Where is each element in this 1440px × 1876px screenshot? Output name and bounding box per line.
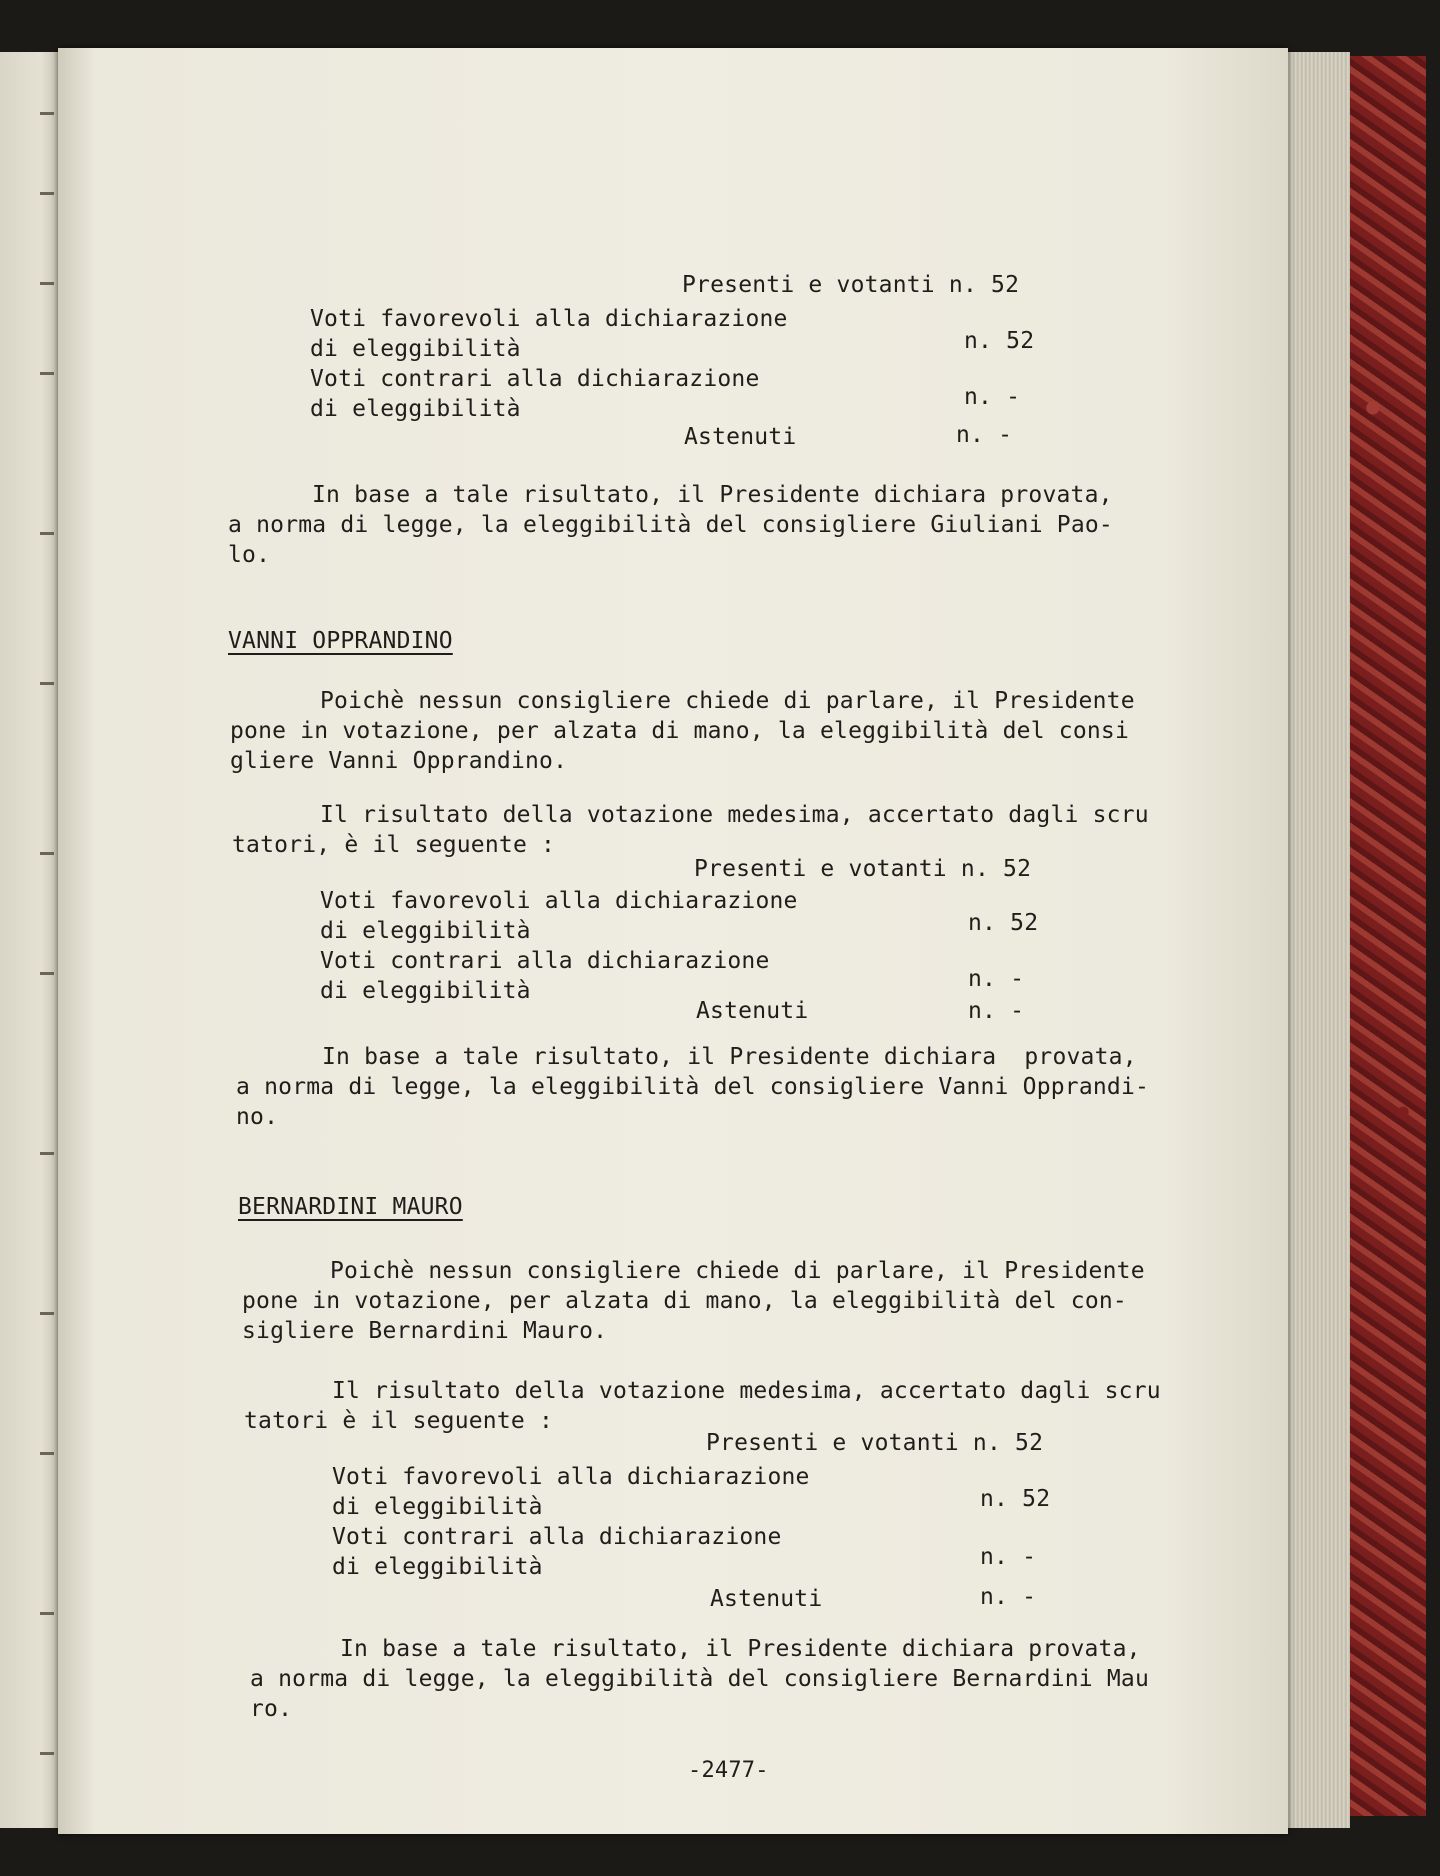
astenuti-label: Astenuti xyxy=(710,1586,823,1612)
voti-favorevoli: Voti favorevoli alla dichiarazione xyxy=(332,1464,810,1490)
result-line: Il risultato della votazione medesima, accertato dagli scru xyxy=(320,802,1149,828)
conclusion-line: In base a tale risultato, il Presidente dichiara provata, xyxy=(340,1636,1141,1662)
di-eleggibilita: di eleggibilità xyxy=(310,336,521,362)
contrari-count: n. - xyxy=(980,1544,1037,1570)
conclusion-line: In base a tale risultato, il Presidente dichiara provata, xyxy=(312,482,1113,508)
contrari-count: n. - xyxy=(964,384,1021,410)
conclusion-line: a norma di legge, la eleggibilità del consigliere Vanni Opprandi- xyxy=(236,1074,1150,1100)
astenuti-count: n. - xyxy=(956,422,1013,448)
voti-contrari: Voti contrari alla dichiarazione xyxy=(310,366,760,392)
voti-favorevoli: Voti favorevoli alla dichiarazione xyxy=(310,306,788,332)
conclusion-line: no. xyxy=(236,1104,279,1130)
conclusion-line: a norma di legge, la eleggibilità del consigliere Bernardini Mau xyxy=(250,1666,1150,1692)
intro-line: Poichè nessun consigliere chiede di parlare, il Presidente xyxy=(330,1258,1145,1284)
di-eleggibilita: di eleggibilità xyxy=(320,978,531,1004)
left-page-margin xyxy=(0,52,58,1828)
page-edge-stack xyxy=(1288,52,1350,1828)
section-heading: BERNARDINI MAURO xyxy=(238,1194,463,1220)
section-heading: VANNI OPPRANDINO xyxy=(228,628,453,654)
conclusion-line: a norma di legge, la eleggibilità del consigliere Giuliani Pao- xyxy=(228,512,1113,538)
contrari-count: n. - xyxy=(968,966,1025,992)
stitch-mark xyxy=(40,532,54,535)
favorevoli-count: n. 52 xyxy=(980,1486,1051,1512)
result-line: tatori, è il seguente : xyxy=(232,832,556,858)
stitch-mark xyxy=(40,1612,54,1615)
voti-contrari: Voti contrari alla dichiarazione xyxy=(320,948,770,974)
stitch-mark xyxy=(40,1312,54,1315)
favorevoli-count: n. 52 xyxy=(964,328,1035,354)
voti-favorevoli: Voti favorevoli alla dichiarazione xyxy=(320,888,798,914)
stitch-mark xyxy=(40,852,54,855)
astenuti-label: Astenuti xyxy=(684,424,797,450)
stitch-mark xyxy=(40,372,54,375)
favorevoli-count: n. 52 xyxy=(968,910,1039,936)
intro-line: pone in votazione, per alzata di mano, la eleggibilità del con- xyxy=(242,1288,1127,1314)
conclusion-line: ro. xyxy=(250,1696,293,1722)
stitch-mark xyxy=(40,1752,54,1755)
di-eleggibilita: di eleggibilità xyxy=(310,396,521,422)
astenuti-count: n. - xyxy=(980,1584,1037,1610)
stitch-mark xyxy=(40,282,54,285)
stitch-mark xyxy=(40,682,54,685)
astenuti-count: n. - xyxy=(968,998,1025,1024)
di-eleggibilita: di eleggibilità xyxy=(332,1494,543,1520)
intro-line: gliere Vanni Opprandino. xyxy=(230,748,568,774)
document-page xyxy=(58,48,1288,1834)
intro-line: Poichè nessun consigliere chiede di parlare, il Presidente xyxy=(320,688,1135,714)
result-line: tatori è il seguente : xyxy=(244,1408,554,1434)
conclusion-line: lo. xyxy=(228,542,271,568)
di-eleggibilita: di eleggibilità xyxy=(320,918,531,944)
astenuti-label: Astenuti xyxy=(696,998,809,1024)
page-number: -2477- xyxy=(688,1758,769,1783)
presenti-votanti: Presenti e votanti n. 52 xyxy=(694,856,1032,882)
presenti-votanti: Presenti e votanti n. 52 xyxy=(682,272,1020,298)
voti-contrari: Voti contrari alla dichiarazione xyxy=(332,1524,782,1550)
intro-line: pone in votazione, per alzata di mano, la eleggibilità del consi xyxy=(230,718,1130,744)
marbled-cover xyxy=(1350,56,1426,1816)
presenti-votanti: Presenti e votanti n. 52 xyxy=(706,1430,1044,1456)
intro-line: sigliere Bernardini Mauro. xyxy=(242,1318,608,1344)
stitch-mark xyxy=(40,1452,54,1455)
stitch-mark xyxy=(40,112,54,115)
conclusion-line: In base a tale risultato, il Presidente dichiara provata, xyxy=(322,1044,1137,1070)
stitch-mark xyxy=(40,1152,54,1155)
result-line: Il risultato della votazione medesima, accertato dagli scru xyxy=(332,1378,1161,1404)
di-eleggibilita: di eleggibilità xyxy=(332,1554,543,1580)
stitch-mark xyxy=(40,192,54,195)
stitch-mark xyxy=(40,972,54,975)
